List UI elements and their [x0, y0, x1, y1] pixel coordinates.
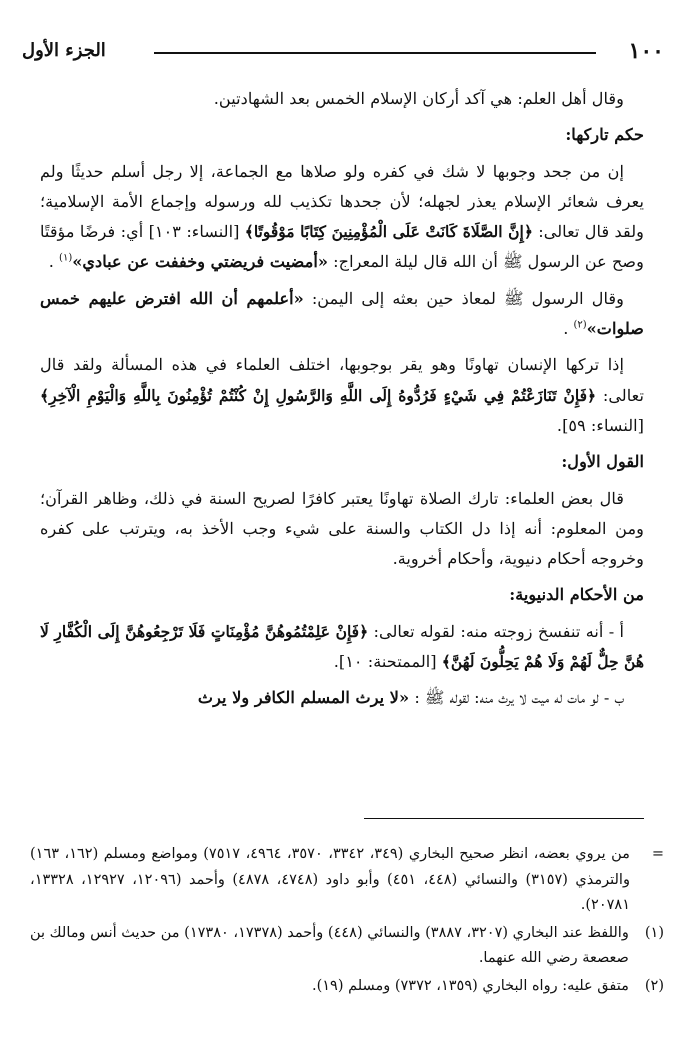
- footnote-item: [30, 842, 664, 919]
- footnotes: [30, 842, 664, 1001]
- running-title: الجزء الأول: [22, 40, 106, 61]
- paragraph-2b-text: أي: فرضًا مؤقتًا وصح عن الرسول ﷺ أن الله قال ليلة المعراج:: [40, 222, 644, 272]
- paragraph-6: [40, 617, 644, 678]
- page-number: ١٠٠: [628, 38, 664, 64]
- footnote-text: من يروي بعضه، انظر صحيح البخاري (٣٤٩، ٣٣٤٢، ٣٥٧٠، ٤٩٦٤، ٧٥١٧) ومواضع ومسلم (١٦٢، ١٦٣) والترمذي (٣١٥٧) والنسائي (٤٤٨، ٤٥١) وأبو داود (٤٧٤٨، ٤٨٧٨) وأحمد (١٢٠٩٦، ١٢٩٢٧، ١٣٣٢٨، ٢٠٧٨١).: [30, 846, 630, 913]
- paragraph-3: وقال الرسول ﷺ لمعاذ حين بعثه إلى اليمن: «أعلمهم أن الله افترض عليهم خمس صلوات»$^{(٢)}$ .: [40, 288, 644, 339]
- hadith-2: «أعلمهم أن الله افترض عليهم خمس صلوات»: [40, 288, 644, 339]
- paragraph-7-text: ب - لو مات له ميت لا يرث منه: لقوله ﷺ :: [414, 688, 624, 708]
- quran-verse-2: ﴿فَإِنْ تَنَازَعْتُمْ فِي شَيْءٍ فَرُدُّوهُ إِلَى اللَّهِ وَالرَّسُولِ إِنْ كُنْتُمْ تُؤْمِنُونَ بِاللَّهِ وَالْيَوْمِ الْآخِرِ﴾: [40, 385, 597, 405]
- paragraph-2: إن من جحد وجوبها لا شك في كفره ولو صلاها مع الجماعة، إلا رجل أسلم حديثًا ولم يعرف شعائر الإسلام يعذر لجهله؛ لأن جحدها تكذيب لله ورسوله وإجماع الأمة الإسلامية؛ ولقد قال تعالى: ﴿إِنَّ الصَّلَاةَ كَانَتْ عَلَى الْمُؤْمِنِينَ كِتَابًا مَوْقُوتًا﴾ [النساء: ١٠٣] أي: فرضًا مؤقتًا وصح عن الرسول ﷺ أن الله قال ليلة المعراج: «أمضيت فريضتي وخففت عن عبادي»$^{(١)}$ .: [40, 161, 644, 272]
- footnote-mark: (٢): [644, 977, 664, 994]
- footnote-text: متفق عليه: رواه البخاري (١٣٥٩، ٧٣٧٢) ومسلم (١٩).: [311, 977, 629, 994]
- page-header: [22, 38, 664, 68]
- header-rule: [154, 52, 596, 54]
- paragraph-7: [40, 683, 644, 713]
- paragraph-6-text: أ - أنه تنفسخ زوجته منه: لقوله تعالى:: [373, 621, 624, 641]
- footnote-mark: =: [651, 846, 664, 862]
- paragraph-3-text: وقال الرسول ﷺ لمعاذ حين بعثه إلى اليمن:: [311, 288, 624, 308]
- footnote-mark: (١): [644, 924, 664, 941]
- heading-first-opinion: القول الأول:: [561, 452, 644, 472]
- verse-ref-2: [النساء: ٥٩].: [556, 415, 644, 435]
- footnote-item: [30, 921, 664, 972]
- paragraph-2-text: إن من جحد وجوبها لا شك في كفره ولو صلاها مع الجماعة، إلا رجل أسلم حديثًا ولم يعرف شعائر الإسلام يعذر لجهله؛ لأن جحدها تكذيب لله ورسوله وإجماع الأمة الإسلامية؛ ولقد قال تعالى:: [40, 161, 644, 242]
- verse-ref-3: [الممتحنة: ١٠].: [333, 652, 437, 672]
- footnote-text: واللفظ عند البخاري (٣٢٠٧، ٣٨٨٧) والنسائي (٤٤٨) وأحمد (١٧٣٧٨، ١٧٣٨٠) من حديث أنس ومالك بن صعصعة رضي الله عنهما.: [30, 924, 629, 966]
- verse-ref-1: [النساء: ١٠٣]: [148, 222, 240, 242]
- quran-verse-3: ﴿فَإِنْ عَلِمْتُمُوهُنَّ مُؤْمِنَاتٍ فَلَا تَرْجِعُوهُنَّ إِلَى الْكُفَّارِ لَا هُنَّ حِلٌّ لَهُمْ وَلَا هُمْ يَحِلُّونَ لَهُنَّ﴾: [40, 621, 644, 672]
- footnote-ref-1: (١): [59, 253, 73, 265]
- heading-worldly-rulings: من الأحكام الدنيوية:: [509, 585, 644, 605]
- heading-ruling: حكم تاركها:: [565, 125, 644, 145]
- footnote-ref-2: (٢): [573, 319, 587, 331]
- footnote-item: [30, 974, 664, 1000]
- paragraph-5: قال بعض العلماء: تارك الصلاة تهاونًا يعتبر كافرًا لصريح السنة في ذلك، وظاهر القرآن؛ ومن المعلوم: أنه إذا دل الكتاب والسنة على شيء وجب الأخذ به، ويترتب على كفره وخروجه أحكام دنيوية، وأحكام أخروية.: [40, 488, 644, 569]
- paragraph-4: [40, 350, 644, 441]
- main-text: [40, 84, 644, 720]
- quran-verse-1: ﴿إِنَّ الصَّلَاةَ كَانَتْ عَلَى الْمُؤْمِنِينَ كِتَابًا مَوْقُوتًا﴾: [244, 222, 533, 242]
- hadith-1: «أمضيت فريضتي وخففت عن عبادي»: [72, 252, 329, 272]
- footnote-rule: [364, 818, 644, 819]
- paragraph-4-text: إذا تركها الإنسان تهاونًا وهو يقر بوجوبها، اختلف العلماء في هذه المسألة ولقد قال تعالى:: [40, 355, 644, 405]
- paragraph-1: وقال أهل العلم: هي آكد أركان الإسلام الخمس بعد الشهادتين.: [213, 89, 624, 108]
- hadith-3: «لا يرث المسلم الكافر ولا يرث: [197, 688, 410, 708]
